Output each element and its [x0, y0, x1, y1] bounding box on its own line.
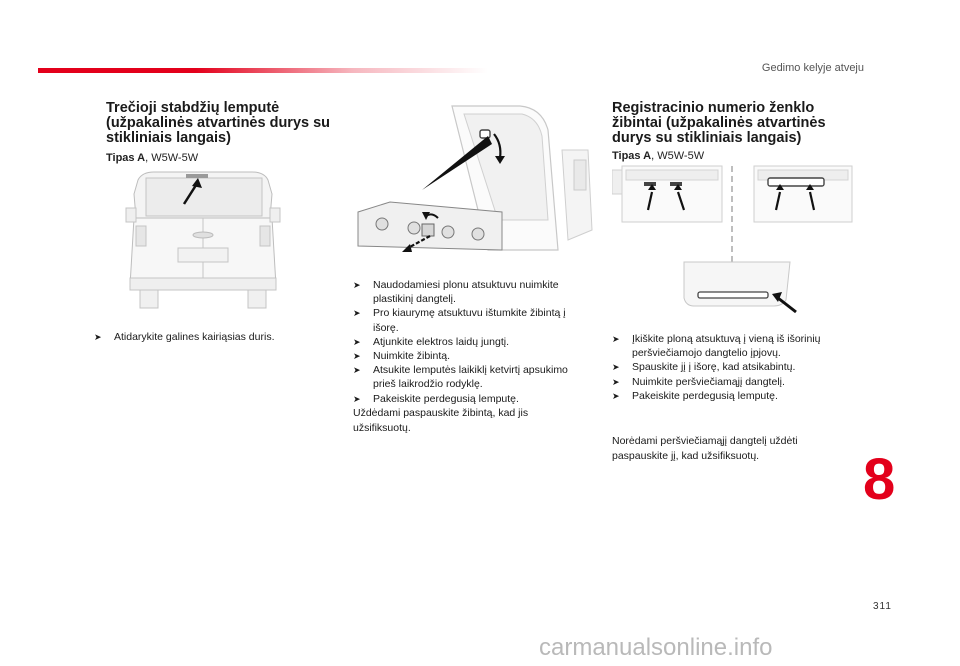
arrow-bullet-icon: ➤ [612, 390, 620, 401]
arrow-bullet-icon: ➤ [612, 362, 620, 373]
list-item: ➤ Nuimkite žibintą. [353, 350, 451, 363]
list-item: ➤ Nuimkite peršviečiamąjį dangtelį. [612, 375, 785, 388]
left-steps-list [94, 330, 304, 344]
list-item: ➤ Naudodamiesi plonu atsuktuvu nuimkite plastikinį dangtelį. [353, 279, 559, 306]
list-item: ➤ Pro kiaurymę atsuktuvu ištumkite žibintą į išorę. [353, 307, 566, 334]
van-rear-illustration [106, 168, 298, 318]
header-accent-bar [38, 68, 488, 73]
arrow-bullet-icon: ➤ [612, 334, 620, 344]
tailgate-light-illustration [352, 100, 600, 268]
list-item: ➤ Atsukite lemputės laikiklį ketvirtį apsukimo prieš laikrodžio rodyklę. [353, 364, 568, 391]
left-bulb-type: Tipas A, W5W-5W [106, 152, 199, 164]
arrow-bullet-icon: ➤ [353, 308, 361, 319]
list-item: ➤ Įkiškite ploną atsuktuvą į vieną iš išorinių peršviečiamojo dangtelio įpjovų. [612, 333, 821, 360]
plate-light-illustration [612, 164, 854, 314]
section-title: Gedimo kelyje atveju [761, 62, 864, 74]
arrow-bullet-icon: ➤ [94, 332, 102, 342]
right-section-heading: Registracinio numerio ženklo žibintai (užpakalinės atvartinės durys su stikliniais langais) [612, 100, 826, 146]
arrow-bullet-icon: ➤ [353, 280, 361, 290]
right-bulb-type: Tipas A, W5W-5W [612, 150, 705, 162]
list-item: ➤ Pakeiskite perdegusią lemputę. [353, 392, 519, 405]
arrow-bullet-icon: ➤ [353, 393, 361, 404]
arrow-bullet-icon: ➤ [353, 336, 361, 347]
right-note: Norėdami peršviečiamąjį dangtelį uždėti paspauskite jį, kad užsifiksuotų. [612, 435, 798, 462]
page-number: 311 [873, 601, 892, 612]
right-steps-list [612, 332, 842, 403]
arrow-bullet-icon: ➤ [353, 365, 361, 376]
middle-steps-list [353, 278, 583, 406]
list-item: ➤ Pakeiskite perdegusią lemputę. [612, 389, 778, 402]
middle-note: Uždėdami paspauskite žibintą, kad jis užsifiksuotų. [353, 407, 529, 434]
list-item: ➤ Atjunkite elektros laidų jungtį. [353, 335, 509, 348]
arrow-bullet-icon: ➤ [353, 351, 361, 362]
chapter-number: 8 [863, 447, 896, 512]
arrow-bullet-icon: ➤ [612, 376, 620, 387]
left-section-heading: Trečioji stabdžių lemputė (užpakalinės atvartinės durys su stikliniais langais) [106, 100, 331, 146]
watermark: carmanualsonline.info [539, 634, 773, 661]
list-item: ➤ Atidarykite galines kairiąsias duris. [94, 331, 275, 343]
list-item: ➤ Spauskite jį į išorę, kad atsikabintų. [612, 361, 796, 374]
